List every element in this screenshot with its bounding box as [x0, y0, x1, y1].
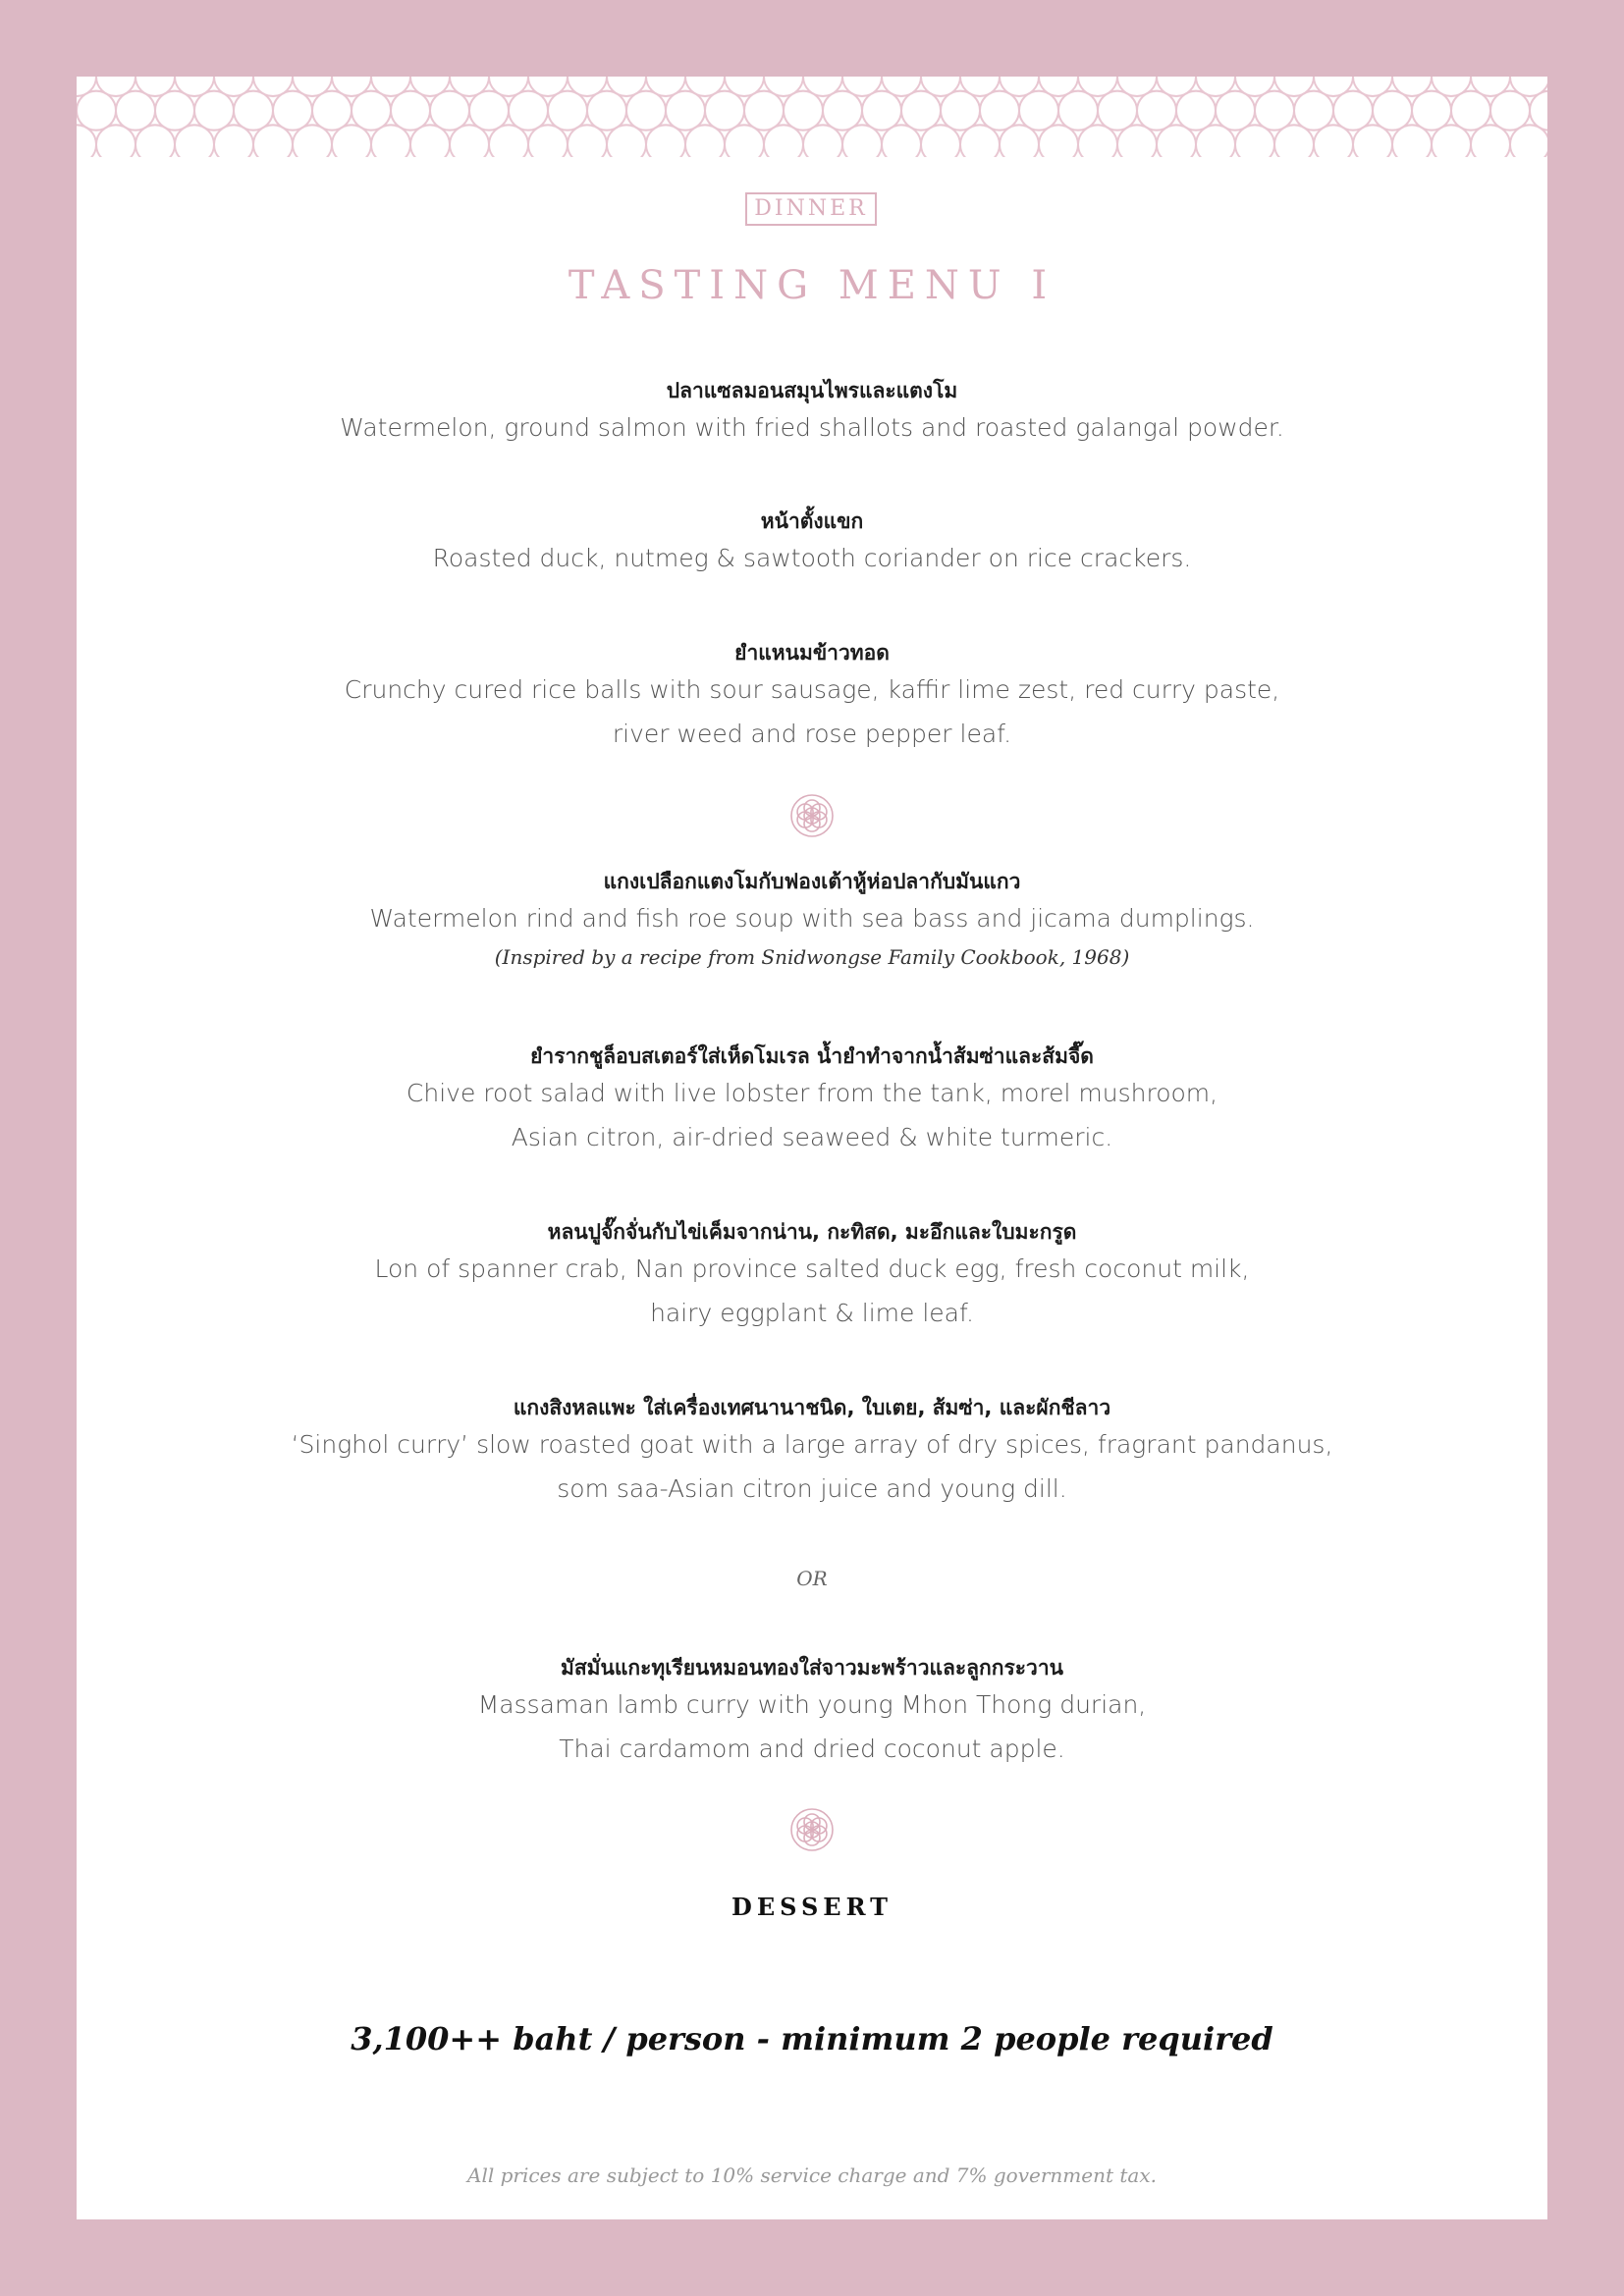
tax-footnote: All prices are subject to 10% service charge and 7% government tax. [467, 2163, 1157, 2187]
course-item [77, 867, 1547, 972]
flower-of-life-icon [789, 793, 835, 838]
course-description-line: Watermelon rind and fish roe soup with sea bass and jicama dumplings. [369, 904, 1255, 933]
course-item [77, 376, 1547, 450]
course-description-line: Massaman lamb curry with young Mhon Thong durian, [477, 1690, 1147, 1719]
flower-of-life-pattern [77, 77, 1547, 157]
course-description-line: Lon of spanner crab, Nan province salted duck egg, fresh coconut milk, [374, 1255, 1250, 1283]
dessert-heading: DESSERT [731, 1893, 893, 1921]
course-item [77, 1217, 1547, 1335]
course-thai-name: ยำรากชูล็อบสเตอร์ใส่เห็ดโมเรล น้ำยำทำจากน้ำส้มซ่าและส้มจี๊ด [530, 1044, 1094, 1068]
course-note: (Inspired by a recipe from Snidwongse Family Cookbook, 1968) [494, 945, 1130, 969]
course-thai-name: ยำแหนมข้าวทอด [734, 641, 890, 665]
course-description-line: som saa-Asian citron juice and young dill. [557, 1474, 1067, 1503]
menu-page [77, 77, 1547, 2219]
course-description-line: Thai cardamom and dried coconut apple. [559, 1735, 1065, 1763]
course-thai-name: มัสมั่นแกะทุเรียนหมอนทองใส่จาวมะพร้าวและลูกกระวาน [561, 1656, 1063, 1680]
course-description-line: Watermelon, ground salmon with fried shallots and roasted galangal powder. [340, 413, 1284, 442]
course-thai-name: แกงสิงหลแพะ ใส่เครื่องเทศนานาชนิด, ใบเตย, ส้มซ่า, และผักชีลาว [513, 1396, 1111, 1419]
course-thai-name: แกงเปลือกแตงโมกับฟองเต้าหู้ห่อปลากับมันแกว [603, 870, 1021, 893]
course-description-line: Crunchy cured rice balls with sour sausage, kaffir lime zest, red curry paste, [344, 675, 1280, 704]
flower-of-life-icon [789, 1807, 835, 1852]
course-item [77, 507, 1547, 580]
course-description-line: Chive root salad with live lobster from the tank, morel mushroom, [406, 1079, 1218, 1107]
page-title: TASTING MENU I [568, 263, 1056, 308]
course-item [77, 638, 1547, 756]
course-thai-name: หน้าตั้งแขก [760, 509, 864, 533]
dinner-badge: DINNER [745, 192, 877, 226]
course-thai-name: ปลาแซลมอนสมุนไพรและแตงโม [666, 379, 958, 402]
course-description-line: Roasted duck, nutmeg & sawtooth coriander on rice crackers. [432, 544, 1192, 572]
course-thai-name: หลนปูจั๊กจั่นกับไข่เค็มจากน่าน, กะทิสด, มะอึกและใบมะกรูด [547, 1220, 1077, 1244]
course-description-line: hairy eggplant & lime leaf. [650, 1299, 974, 1327]
or-separator: OR [796, 1567, 828, 1590]
course-description-line: river weed and rose pepper leaf. [612, 720, 1012, 748]
course-item [77, 1653, 1547, 1771]
price-line: 3,100++ baht / person - minimum 2 people required [351, 2020, 1273, 2057]
course-item [77, 1393, 1547, 1511]
course-item [77, 1041, 1547, 1159]
course-description-line: ‘Singhol curry’ slow roasted goat with a large array of dry spices, fragrant pandanus, [291, 1430, 1333, 1459]
course-description-line: Asian citron, air-dried seaweed & white turmeric. [511, 1123, 1113, 1151]
